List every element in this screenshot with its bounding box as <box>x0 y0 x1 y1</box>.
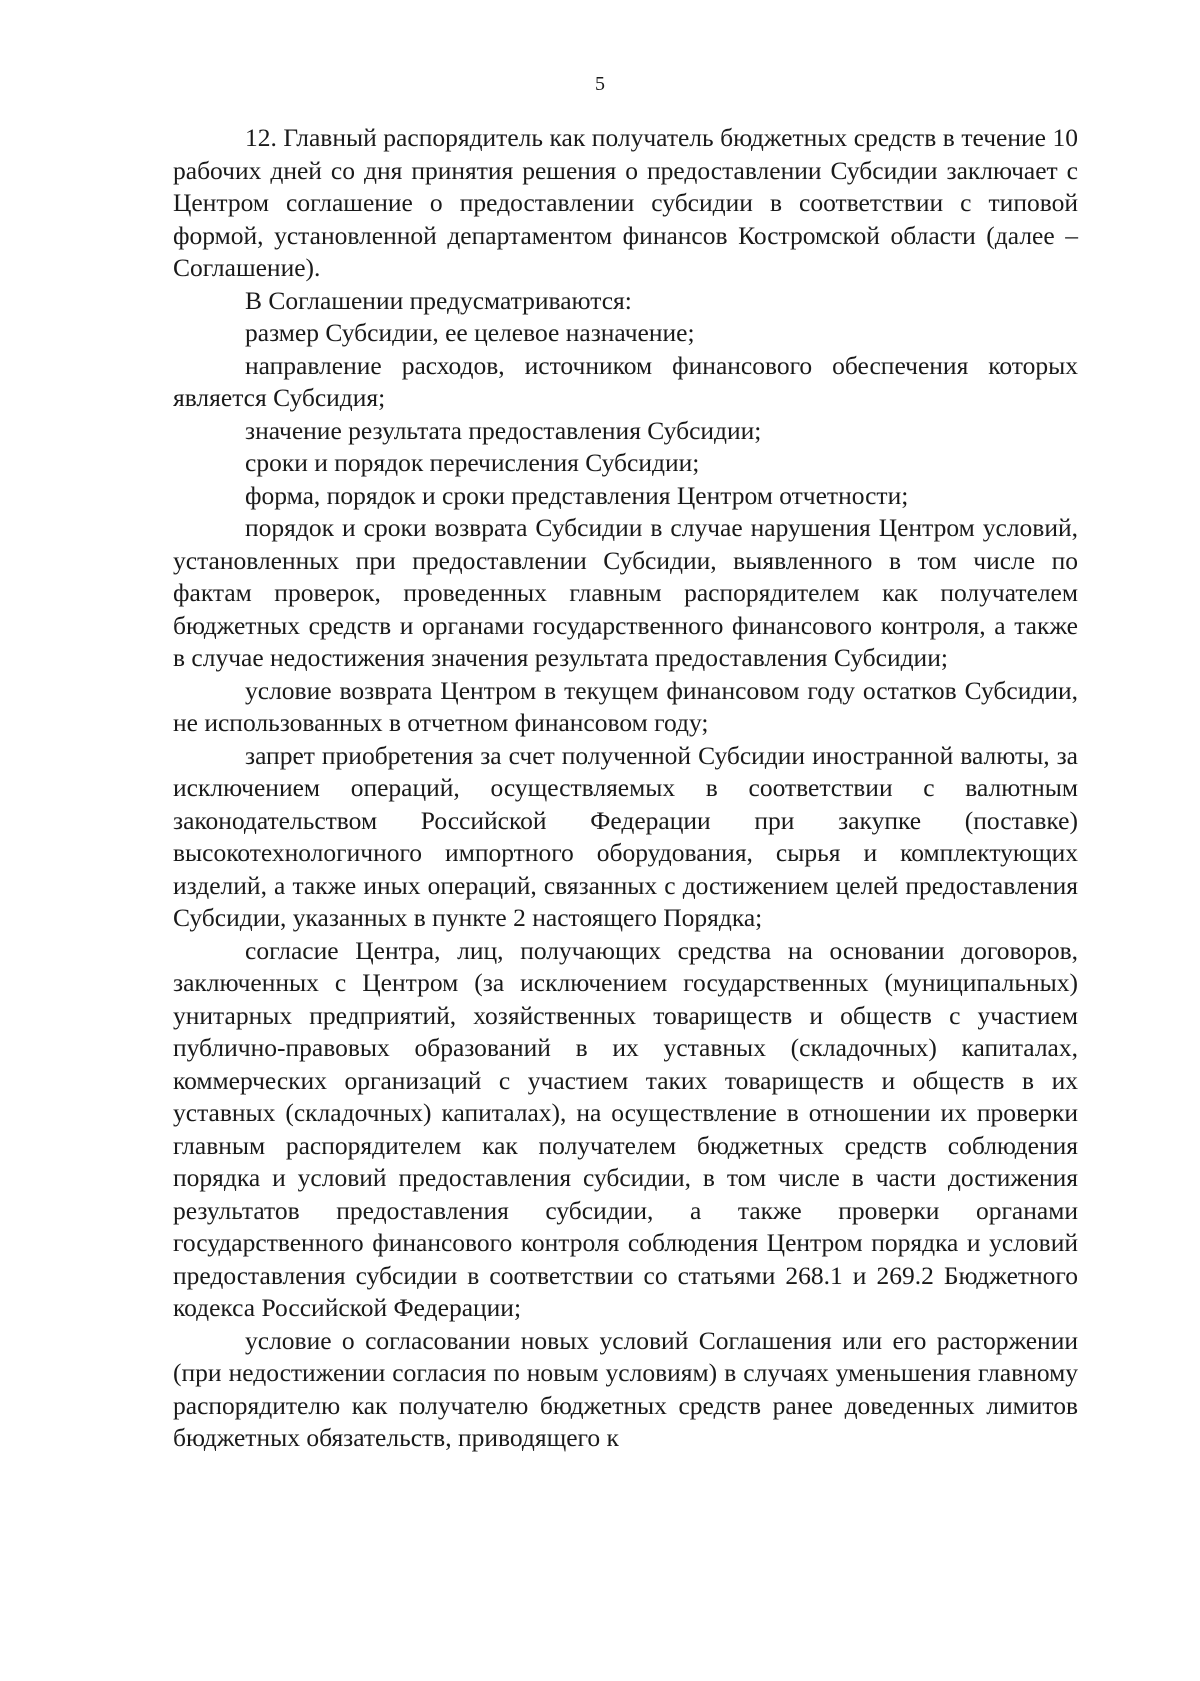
paragraph-audit-consent: согласие Центра, лиц, получающих средства на основании договоров, заключенных с Центром (за исключением государственных (муниципальных) унитарных предприятий, хозяйственных товариществ и обществ с участием публично-правовых образований в их уставных (складочных) капиталах, коммерческих организаций с участием таких товариществ и обществ в их уставных (складочных) капиталах), на осуществление в отношении их проверки главным распорядителем как получателем бюджетных средств соблюдения порядка и условий предоставления субсидии, в том числе в части достижения результатов предоставления субсидии, а также проверки органами государственного финансового контроля соблюдения Центром порядка и условий предоставления субсидии в соответствии со статьями 268.1 и 269.2 Бюджетного кодекса Российской Федерации; <box>173 935 1078 1322</box>
paragraph-12-intro: 12. Главный распорядитель как получатель бюджетных средств в течение 10 рабочих дней со дня принятия решения о предоставлении Субсидии заключает с Центром соглашение о предоставлении субсидии в соответствии с типовой формой, установленной департаментом финансов Костромской области (далее – Соглашение). <box>173 123 1078 282</box>
paragraph-balance-refund: условие возврата Центром в текущем финансовом году остатков Субсидии, не использованных в отчетном финансовом году; <box>173 675 1078 737</box>
paragraph-refund-order: порядок и сроки возврата Субсидии в случае нарушения Центром условий, установленных при предоставлении Субсидии, выявленного в том числе по фактам проверок, проведенных главным распорядителем как получателем бюджетных средств и органами государственного финансового контроля, а также в случае недостижения значения результата предоставления Субсидии; <box>173 513 1078 672</box>
paragraph-agreement-provisions-heading: В Соглашении предусматриваются: <box>245 285 632 315</box>
page-number: 5 <box>595 73 605 95</box>
paragraph-reporting-form: форма, порядок и сроки представления Центром отчетности; <box>245 480 909 510</box>
paragraph-currency-ban: запрет приобретения за счет полученной Субсидии иностранной валюты, за исключением операций, осуществляемых в соответствии с валютным законодательством Российской Федерации при закупке (поставке) высокотехнологичного импортного оборудования, сырья и комплектующих изделий, а также иных операций, связанных с достижением целей предоставления Субсидии, указанных в пункте 2 настоящего Порядка; <box>173 740 1078 932</box>
paragraph-result-value: значение результата предоставления Субсидии; <box>245 415 762 445</box>
paragraph-expense-directions: направление расходов, источником финансового обеспечения которых является Субсидия; <box>173 350 1078 412</box>
paragraph-new-terms-approval: условие о согласовании новых условий Соглашения или его расторжении (при недостижении согласия по новым условиям) в случаях уменьшения главному распорядителю как получателю бюджетных средств ранее доведенных лимитов бюджетных обязательств, приводящего к <box>173 1325 1078 1452</box>
paragraph-subsidy-size: размер Субсидии, ее целевое назначение; <box>245 318 695 347</box>
paragraph-transfer-terms: сроки и порядок перечисления Субсидии; <box>245 448 700 477</box>
document-body <box>173 122 1078 1455</box>
